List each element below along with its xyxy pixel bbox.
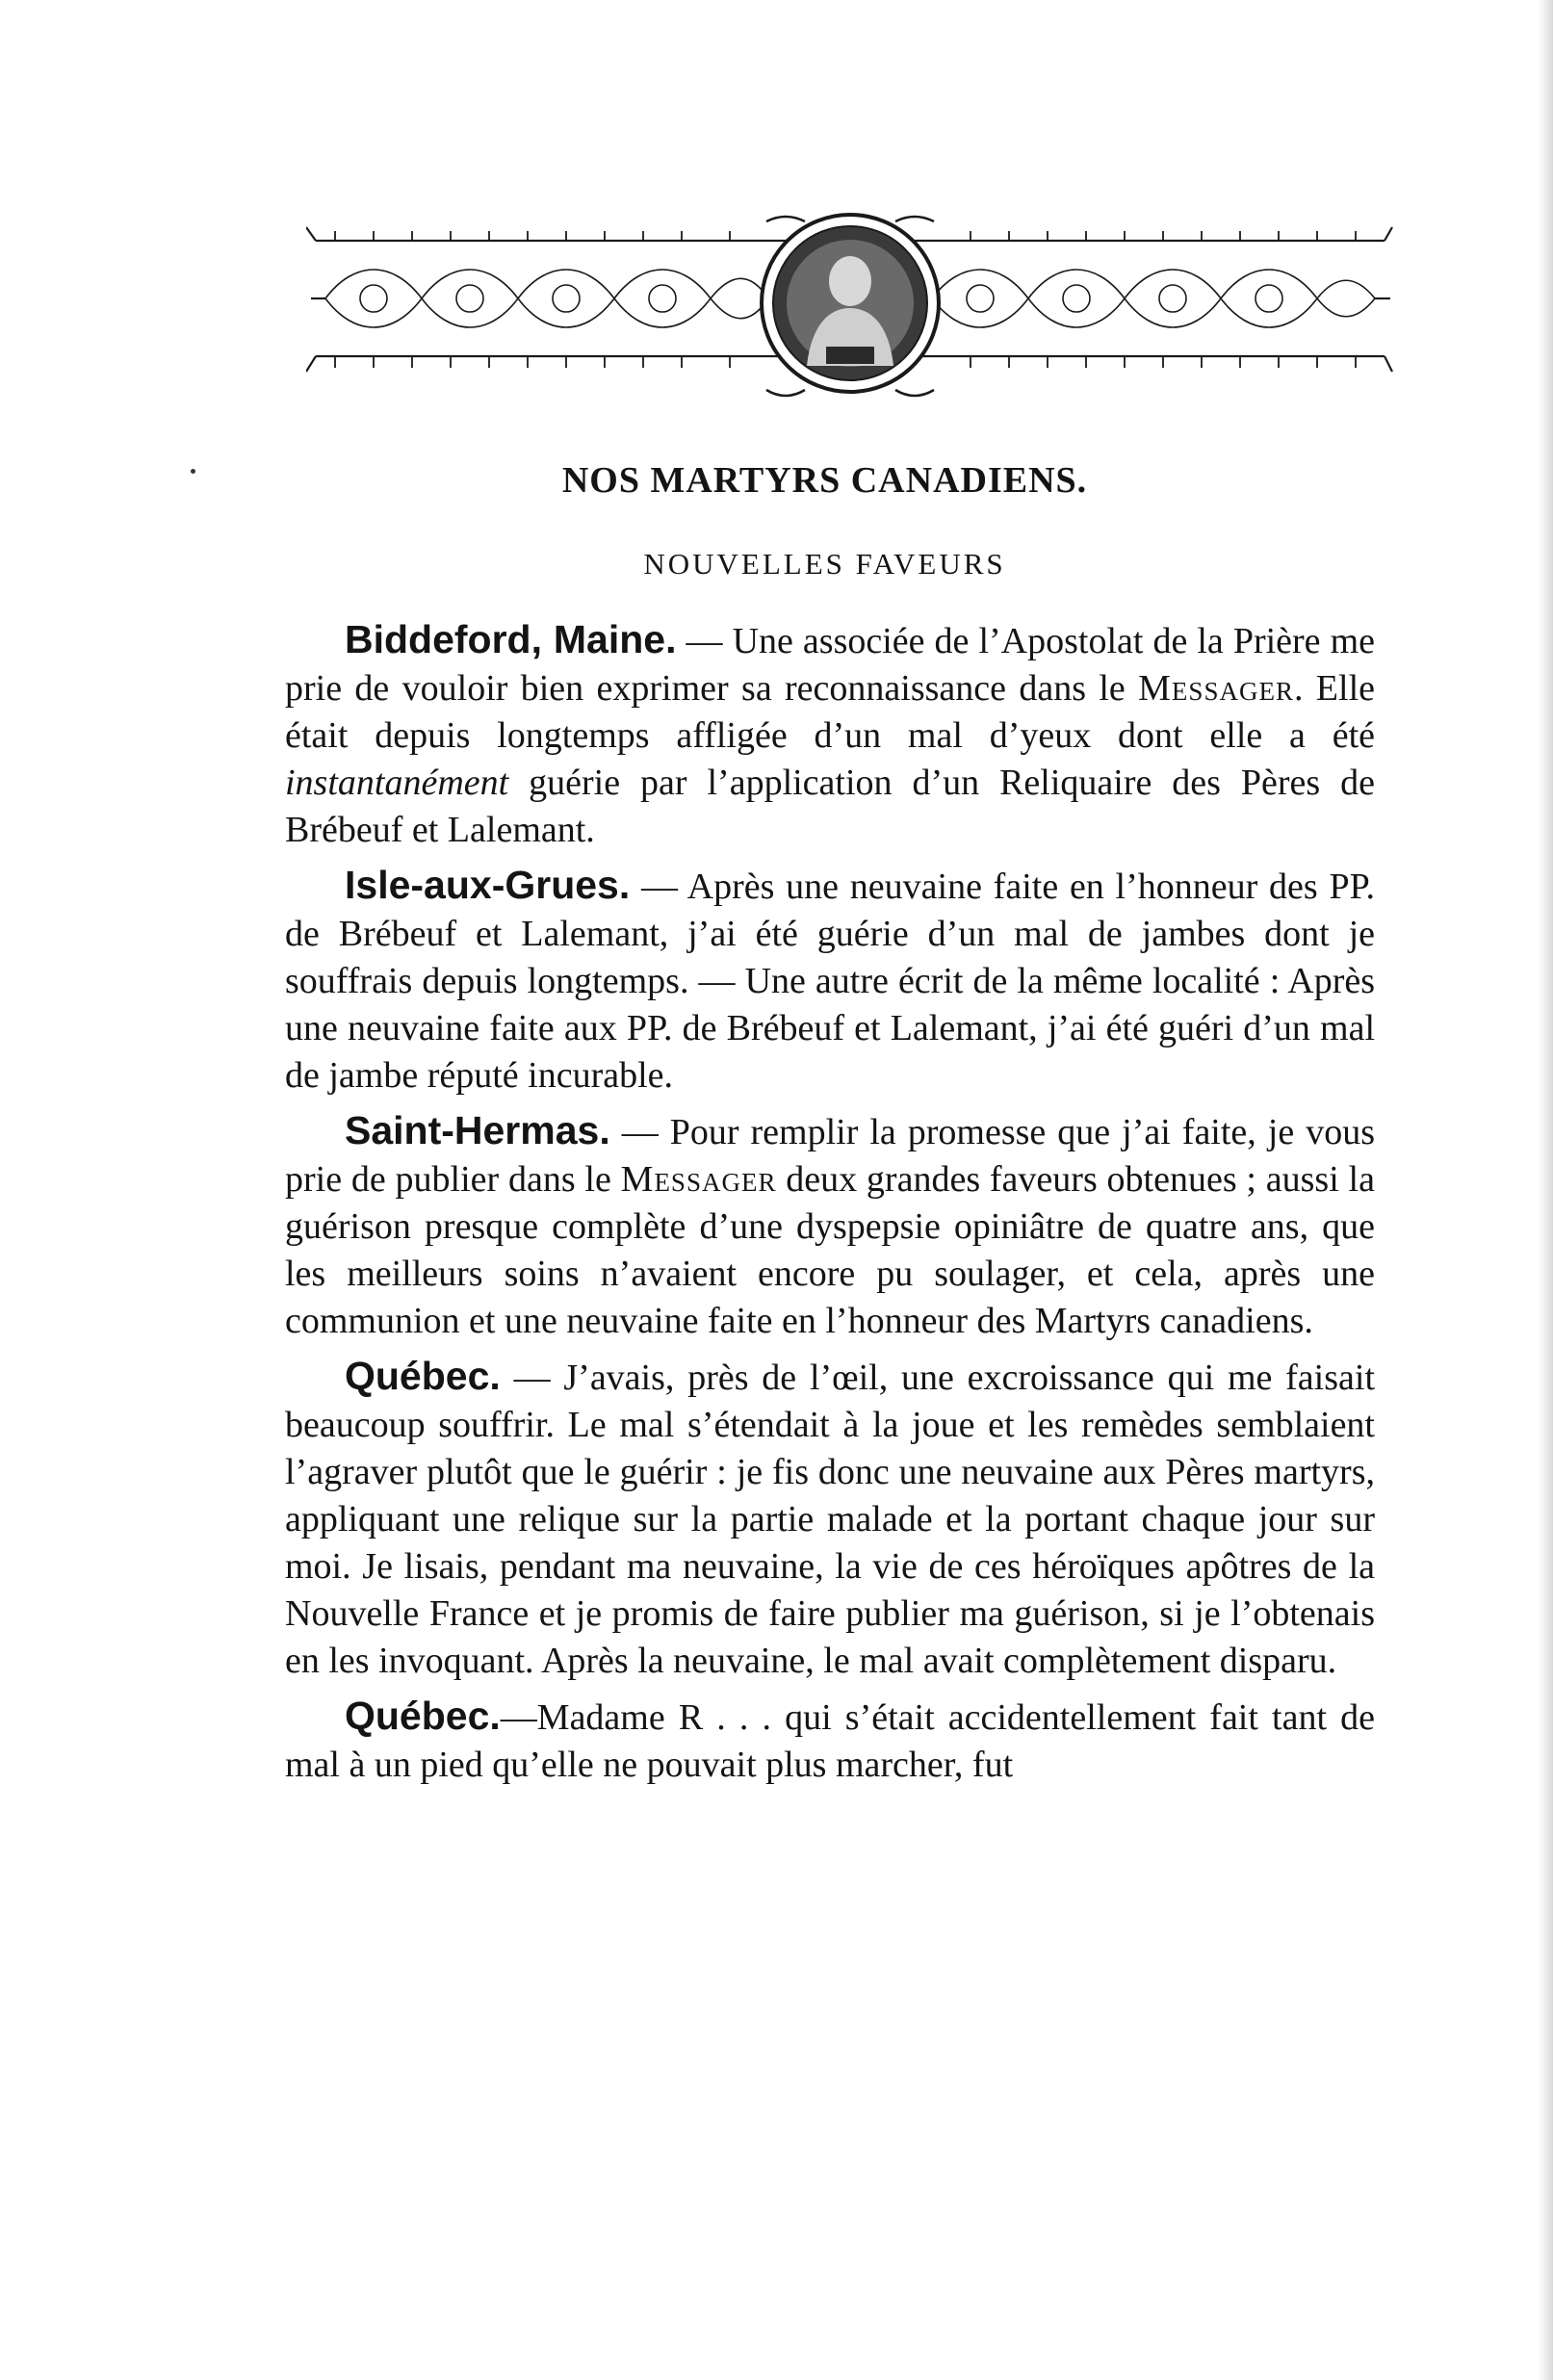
paragraph-text: . Elle était depuis longtemps affligée d’un mal d’yeux dont elle a été <box>285 668 1375 756</box>
publication-name: Messager <box>620 1159 777 1200</box>
paragraph-quebec-1 <box>285 1353 1375 1685</box>
dash: — <box>500 1697 537 1738</box>
paragraph-quebec-2 <box>285 1693 1375 1789</box>
place-heading: Saint-Hermas. <box>345 1108 610 1152</box>
place-heading: Québec. <box>345 1694 501 1738</box>
dash: — <box>676 621 733 661</box>
dash: — <box>630 867 687 907</box>
article-body <box>285 616 1375 1797</box>
section-subtitle: NOUVELLES FAVEURS <box>643 547 1006 581</box>
paragraph-text: J’avais, près de l’œil, une excroissance qui me faisait beaucoup souffrir. Le mal s’étendait à la joue et les remèdes semblaient l’agraver plutôt que le guérir : je fis donc une neuvaine aux Pères martyrs, appliquant une relique sur la partie malade et la portant chaque jour sur moi. Je lisais, pendant ma neuvaine, la vie de ces héroïques apôtres de la Nouvelle France et je promis de faire publier ma guérison, si je l’obtenais en les invoquant. Après la neuvaine, le mal avait complètement disparu. <box>285 1358 1376 1681</box>
emphasis-text: instantanément <box>285 763 509 803</box>
paragraph-text: Après une neuvaine faite en l’honneur des PP. de Brébeuf et Lalemant, j’ai été guérie d’un mal de jambes dont je souffrais depuis longtemps. — Une autre écrit de la même localité : Après une neuvaine faite aux PP. de Brébeuf et Lalemant, j’ai été guéri d’un mal de jambe réputé incurable. <box>285 867 1376 1096</box>
dash: — <box>500 1358 564 1398</box>
place-heading: Québec. <box>345 1354 501 1398</box>
publication-name: Messager <box>1138 668 1294 709</box>
place-heading: Isle-aux-Grues. <box>345 863 631 907</box>
paragraph-isle-aux-grues <box>285 862 1375 1099</box>
place-heading: Biddeford, Maine. <box>345 617 677 661</box>
paragraph-text: Pour remplir la promesse que j’ai faite, je vous prie de publier dans le <box>285 1112 1376 1200</box>
page-edge-shadow <box>1538 0 1553 2380</box>
paragraph-biddeford <box>285 616 1375 854</box>
paragraph-saint-hermas <box>285 1107 1375 1345</box>
dash: — <box>609 1112 670 1152</box>
paragraph-text: guérie par l’application d’un Reliquaire des Pères de Brébeuf et Lalemant. <box>285 763 1375 850</box>
paragraph-text: deux grandes faveurs obtenues ; aussi la guérison presque complète d’une dyspepsie opiniâtre de quatre ans, que les meilleurs soins n’avaient encore pu soulager, et cela, après une communion et une neuvaine faite en l’honneur des Martyrs canadiens. <box>285 1159 1375 1341</box>
page-title: NOS MARTYRS CANADIENS. <box>561 460 1088 501</box>
ornamental-headpiece <box>306 202 1394 414</box>
paragraph-text: Une associée de l’Apostolat de la Prière me prie de vouloir bien exprimer sa reconnaissance dans le <box>285 621 1376 709</box>
paragraph-text: Madame R . . . qui s’était accidentellement fait tant de mal à un pied qu’elle ne pouvait plus marcher, fut <box>285 1697 1375 1785</box>
